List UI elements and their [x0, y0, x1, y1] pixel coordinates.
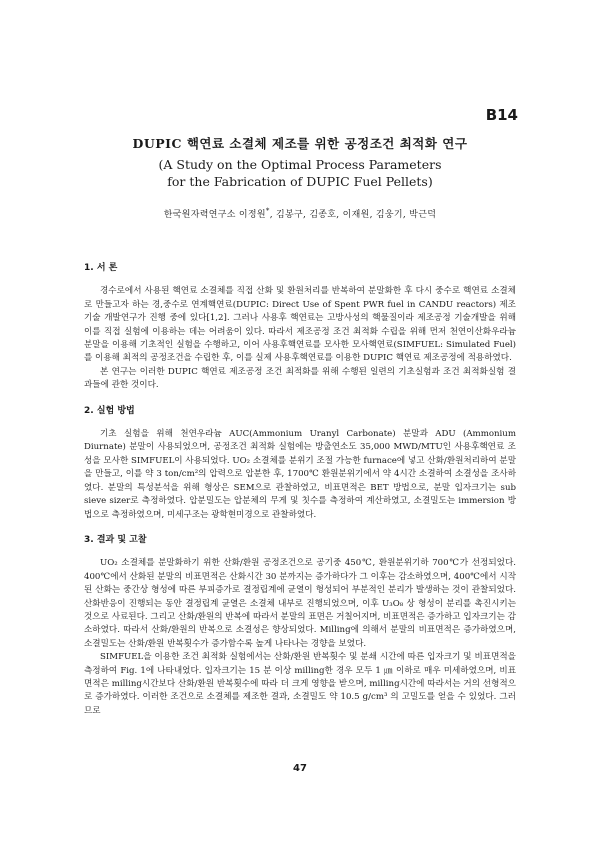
section-results: [84, 534, 516, 718]
section-heading: 1. 서 론: [84, 263, 118, 273]
session-code: B14: [485, 106, 518, 124]
paragraph: 본 연구는 이러한 DUPIC 핵연료 제조공정 조건 최적화를 위해 수행된 일련의 기초실험과 조건 최적화실험 결과들에 관한 것이다.: [84, 366, 516, 391]
body-content: [84, 262, 516, 730]
section-heading: 2. 실험 방법: [84, 405, 135, 416]
author-line: [0, 207, 600, 220]
title-english-line1: (A Study on the Optimal Process Parameters: [158, 157, 442, 172]
lead-author: 이정원: [238, 210, 266, 220]
title-english-line2: for the Fabrication of DUPIC Fuel Pellets): [167, 174, 433, 189]
corresponding-mark: *: [265, 207, 270, 215]
paragraph: 경수로에서 사용된 핵연료 소결체를 직접 산화 및 환원처리를 반복하여 분말화한 후 다시 중수로 핵연료 소결체로 만들고자 하는 경,중수로 연계핵연료(DUPIC: Direct Use of Spent PWR fuel in CANDU reactors) 제조기술 개발연구가 진행 중에 있다[1,2]. 그러나 사용후 핵연료는 고방사성의 핵물질이라 제조공정 기술개발을 위해 이를 직접 실험에 이용하는 데는 어려움이 있다. 따라서 제조공정 조건 최적화 수립을 위해 먼저 천연이산화우라늄 분말을 이용해 기초적인 실험을 수행하고, 이어 사용후핵연료를 모사한 모사핵연료(SIMFUEL: Simulated Fuel)를 이용해 최적의 공정조건을 수립한 후, 이를 실제 사용후핵연료를 이용한 DUPIC 핵연료 제조공정에 적용하였다.: [84, 286, 516, 364]
paragraph: 기초 실험을 위해 천연우라늄 AUC(Ammonium Uranyl Carbonate) 분말과 ADU (Ammonium Diurnate) 분말이 사용되었으며, 공정조건 최적화 실험에는 방출연소도 35,000 MWD/MTU인 사용후핵연료 조성을 모사한 SIMFUEL이 사용되었다. UO₂ 소결체를 분위기 조절 가능한 furnace에 넣고 산화/환원처리하여 분말을 만들고, 이를 약 3 ton/cm²의 압력으로 압분한 후, 1700℃ 환원분위기에서 약 4시간 소결하여 소결성을 조사하였다. 분말의 특성분석을 위해 형상은 SEM으로 관찰하였고, 비표면적은 BET 방법으로, 분말 입자크기는 sub sieve sizer로 측정하였다. 압분밀도는 압분체의 무게 및 칫수를 측정하여 계산하였고, 소결밀도는 immersion 방법으로 측정하였으며, 미세구조는 광학현미경으로 관찰하였다.: [84, 429, 516, 520]
title-block: [0, 134, 600, 190]
title-korean: DUPIC 핵연료 소결체 제조를 위한 공정조건 최적화 연구: [132, 136, 468, 151]
co-authors: , 김봉구, 김종호, 이재원, 김웅기, 박근덕: [269, 210, 437, 220]
page-number: 47: [293, 763, 307, 774]
paragraph: SIMFUEL을 이용한 조건 최적화 실험에서는 산화/환원 반복횟수 및 분쇄 시간에 따른 입자크기 및 비표면적을 측정하여 Fig. 1에 나타내었다. 입자크기는 15 분 이상 milling한 경우 모두 1 ㎛ 이하로 매우 미세하였으며, 비표면적은 milling시간보다 산화/환원 반복횟수에 따라 더 크게 영향을 받으며, milling시간에 따라서는 거의 선형적으로 증가하였다. 이러한 조건으로 소결체를 제조한 결과, 소결밀도 약 10.5 g/cm³ 의 고밀도를 얻을 수 있었다. 그러므로: [84, 652, 516, 716]
paragraph: UO₂ 소결체를 분말화하기 위한 산화/환원 공정조건으로 공기중 450℃, 환원분위기하 700℃가 선정되었다. 400℃에서 산화된 분말의 비표면적은 산화시간 30 분까지는 증가하다가 그 이후는 감소하였으며, 400℃에서 시작된 산화는 중간상 형성에 따른 부피증가로 결정립계에 균열이 형성되어 부분적인 분리가 발생하는 것이 관찰되었다. 산화반응이 진행되는 동안 결정립계 균열은 소결체 내부로 진행되었으며, 이후 U₃O₈ 상 형성이 분리를 촉진시키는 것으로 사료된다. 그리고 산화/환원의 반복에 따라서 분말의 표면은 거칠어지며, 비표면적은 증가하고 입자크기는 감소하였다. 따라서 산화/환원의 반복으로 소결성은 향상되었다. Milling에 의해서 분말의 비표면적은 증가하였으며, 소결밀도는 산화/환원 반복횟수가 증가함수록 높게 나타나는 경향을 보였다.: [84, 558, 516, 649]
section-methods: [84, 405, 516, 522]
section-heading: 3. 결과 및 고찰: [84, 534, 147, 545]
affiliation: 한국원자력연구소: [163, 210, 236, 220]
section-introduction: [84, 262, 516, 393]
